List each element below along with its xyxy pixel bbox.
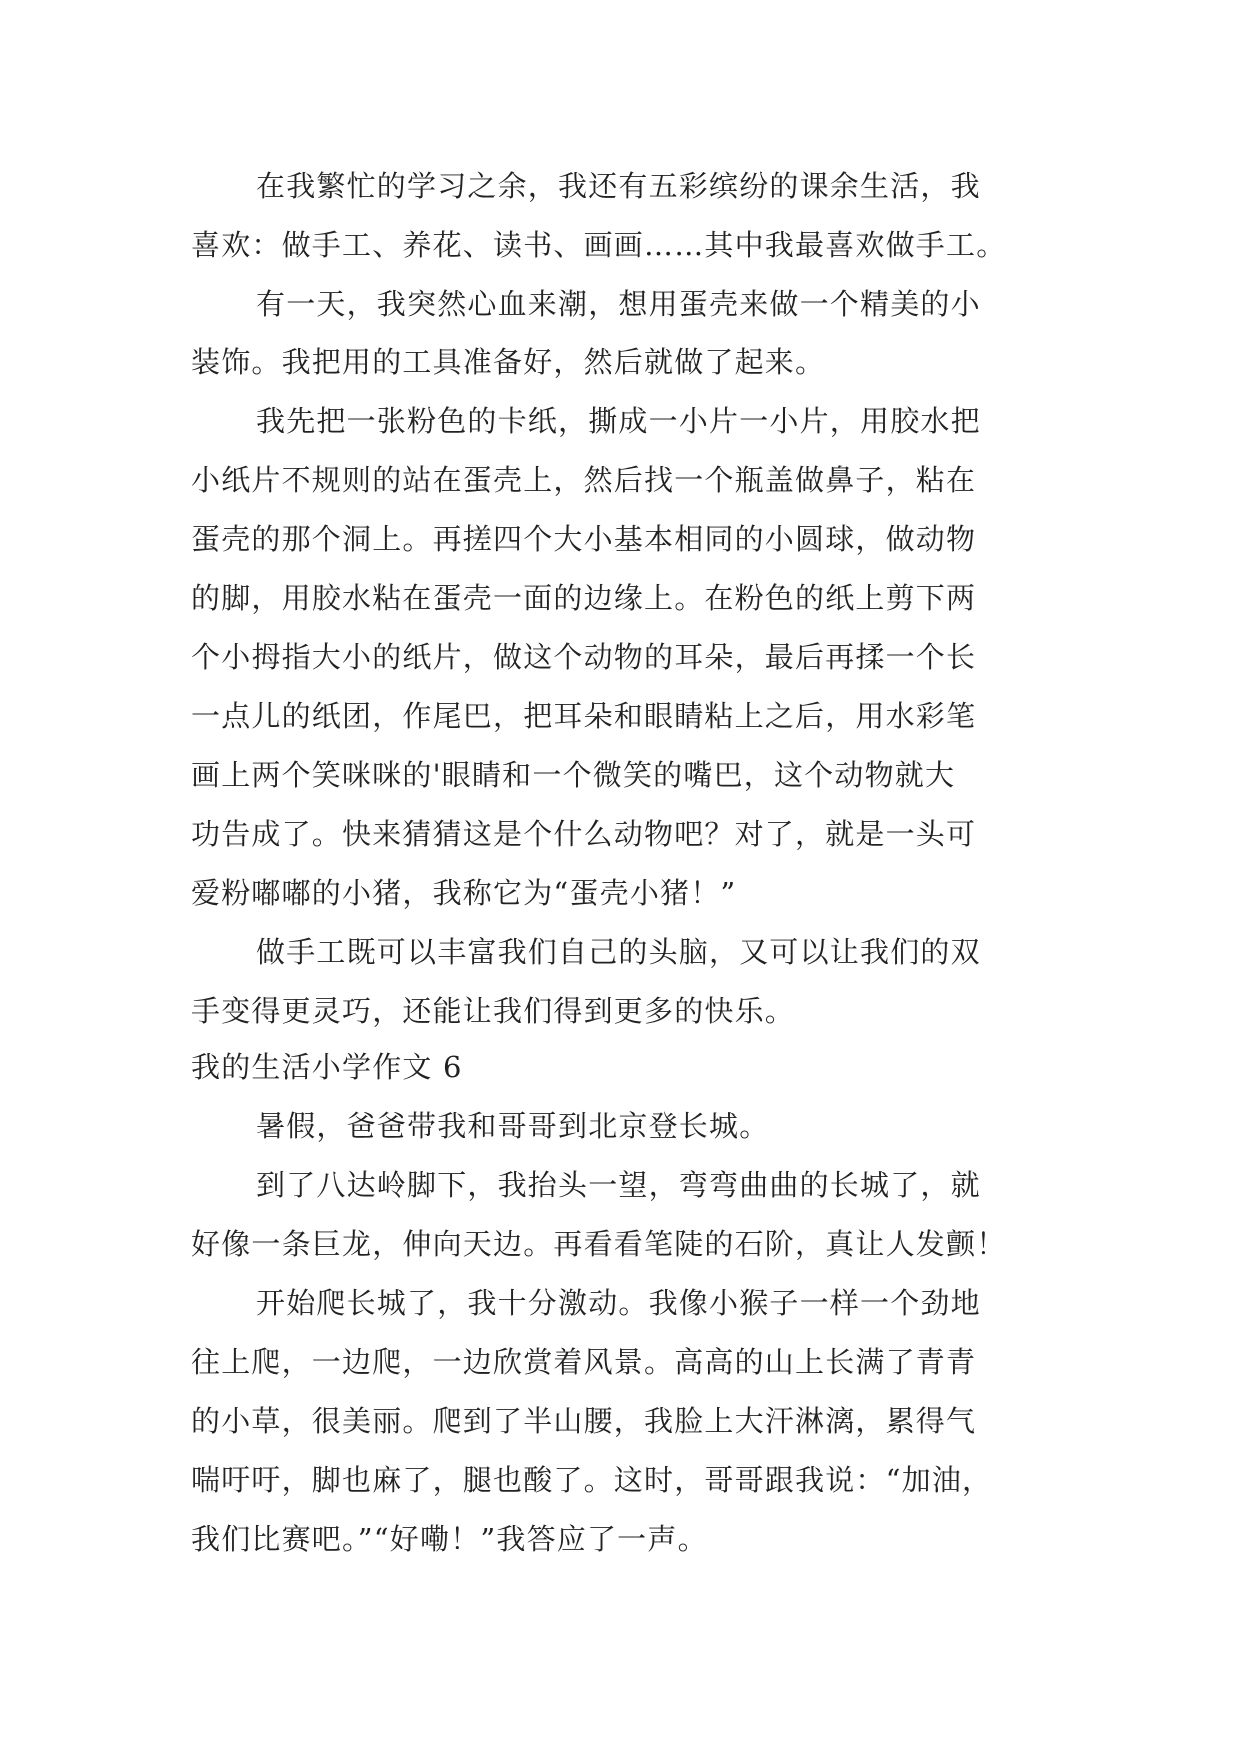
paragraph-line: 个小拇指大小的纸片，做这个动物的耳朵，最后再揉一个长 (191, 640, 977, 674)
paragraph-line: 做手工既可以丰富我们自己的头脑，又可以让我们的双 (256, 935, 981, 969)
paragraph-line: 到了八达岭脚下，我抬头一望，弯弯曲曲的长城了，就 (256, 1168, 981, 1202)
paragraph-line: 往上爬，一边爬，一边欣赏着风景。高高的山上长满了青青 (191, 1345, 977, 1379)
paragraph-line: 我先把一张粉色的卡纸，撕成一小片一小片，用胶水把 (256, 404, 981, 438)
paragraph-line: 功告成了。快来猜猜这是个什么动物吧？对了，就是一头可 (191, 817, 977, 851)
paragraph-line: 手变得更灵巧，还能让我们得到更多的快乐。 (191, 994, 796, 1028)
paragraph-line: 蛋壳的那个洞上。再搓四个大小基本相同的小圆球，做动物 (191, 522, 977, 556)
paragraph-line: 喘吁吁，脚也麻了，腿也酸了。这时，哥哥跟我说：“加油， (191, 1463, 993, 1497)
paragraph-line: 暑假，爸爸带我和哥哥到北京登长城。 (256, 1109, 770, 1143)
paragraph-line: 爱粉嘟嘟的小猪，我称它为“蛋壳小猪！” (191, 876, 737, 910)
paragraph-line: 在我繁忙的学习之余，我还有五彩缤纷的课余生活，我 (256, 169, 981, 203)
paragraph-line: 有一天，我突然心血来潮，想用蛋壳来做一个精美的小 (256, 287, 981, 321)
paragraph-line: 开始爬长城了，我十分激动。我像小猴子一样一个劲地 (256, 1286, 981, 1320)
paragraph-line: 好像一条巨龙，伸向天边。再看看笔陡的石阶，真让人发颤！ (191, 1227, 1007, 1261)
section-heading: 我的生活小学作文 6 (191, 1050, 463, 1084)
paragraph-line: 一点儿的纸团，作尾巴，把耳朵和眼睛粘上之后，用水彩笔 (191, 699, 977, 733)
paragraph-line: 小纸片不规则的站在蛋壳上，然后找一个瓶盖做鼻子，粘在 (191, 463, 977, 497)
paragraph-line: 喜欢：做手工、养花、读书、画画……其中我最喜欢做手工。 (191, 228, 1007, 262)
paragraph-line: 画上两个笑咪咪的'眼睛和一个微笑的嘴巴，这个动物就大 (191, 758, 956, 792)
paragraph-line: 装饰。我把用的工具准备好，然后就做了起来。 (191, 345, 826, 379)
paragraph-line: 我们比赛吧。”“好嘞！”我答应了一声。 (191, 1522, 708, 1556)
paragraph-line: 的脚，用胶水粘在蛋壳一面的边缘上。在粉色的纸上剪下两 (191, 581, 977, 615)
paragraph-line: 的小草，很美丽。爬到了半山腰，我脸上大汗淋漓，累得气 (191, 1404, 977, 1438)
